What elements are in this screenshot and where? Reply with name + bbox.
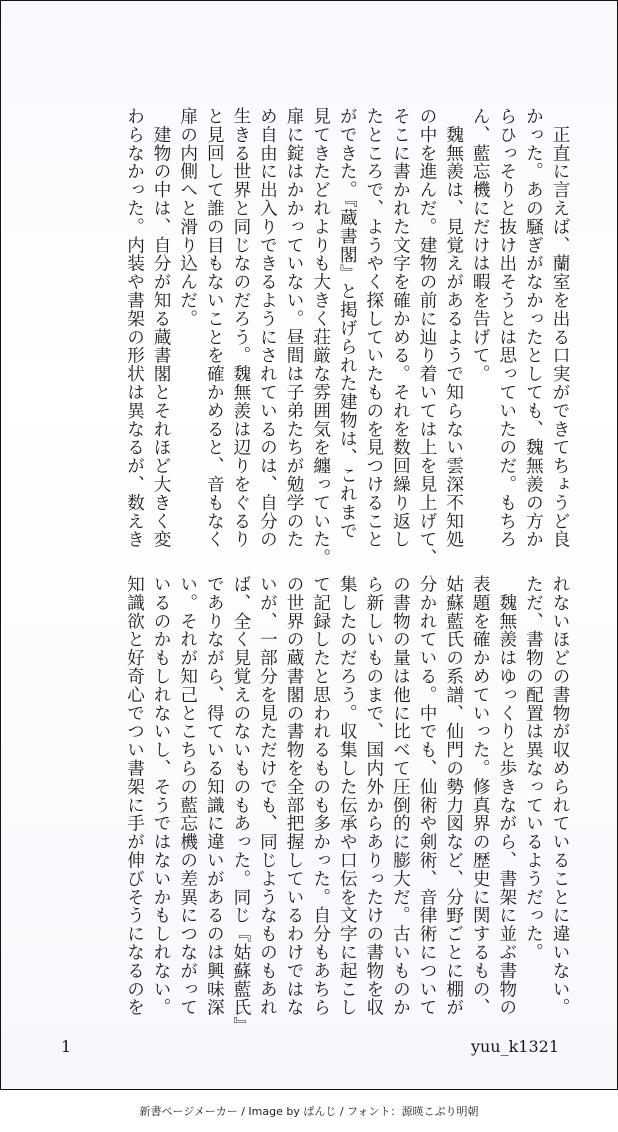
- text-line: ん、藍忘機にだけは暇を告げて。: [470, 107, 491, 383]
- text-line: と見回して誰の目もないことを確かめると、音もなく: [204, 107, 225, 549]
- text-line: 分かれている。中でも、仙術や剣術、音律術について: [417, 575, 438, 1017]
- text-line: いが、一部分を見ただけでも、同じようなものもあれ: [257, 575, 278, 1017]
- text-line: 姑蘇藍氏の系譜、仙門の勢力図など、分野ごとに棚が: [443, 575, 464, 1017]
- author-handle: yuu_k1321: [470, 1037, 559, 1056]
- text-block-top: [121, 107, 573, 567]
- text-block-bottom: [121, 575, 573, 1035]
- text-line: め自由に出入りできるようにされているのは、自分の: [257, 107, 278, 549]
- text-line: 生きる世界と同じなのだろう。魏無羨は辺りをぐるり: [230, 107, 251, 549]
- text-line: 正直に言えば、蘭室を出る口実ができてちょうど良: [550, 107, 570, 549]
- text-line: 知識欲と好奇心でつい書架に手が伸びそうになるのを: [124, 575, 145, 1017]
- text-line: 魏無羨は、見覚えがあるようで知らない雲深不知処: [443, 107, 464, 549]
- text-line: 見てきたどれよりも大きく荘厳な雰囲気を纏っていた。: [310, 107, 331, 567]
- page-number: 1: [61, 1037, 72, 1056]
- credit-line: 新書ページメーカー / Image by ぱんじ / フォント：源暎こぶり明朝: [139, 1105, 479, 1118]
- text-line: そこに書かれた文字を確かめる。それを数回繰り返し: [390, 107, 411, 549]
- text-line: 建物の中は、自分が知る蔵書閣とそれほど大きく変: [151, 107, 172, 549]
- text-line: わらなかった。内装や書架の形状は異なるが、数えき: [124, 107, 145, 549]
- text-line: らひっそりと抜け出そうとは思っていたのだ。もちろ: [496, 107, 517, 549]
- text-line: の中を進んだ。建物の前に辿り着いては上を見上げて、: [417, 107, 438, 567]
- text-line: の書物の量は他に比べて圧倒的に膨大だ。古いものか: [390, 575, 411, 1017]
- text-line: かった。あの騒ぎがなかったとしても、魏無羨の方か: [523, 107, 544, 549]
- text-line: 集したのだろう。収集した伝承や口伝を文字に起こし: [337, 575, 358, 1017]
- text-line: い。それが知己とこちらの藍忘機の差異につながって: [177, 575, 198, 1017]
- text-line: いるのかもしれないし、そうではないかもしれない。: [151, 575, 172, 1017]
- text-line: 表題を確かめていった。修真界の歴史に関するもの、: [470, 575, 491, 1017]
- text-line: たところで、ようやく探していたものを見つけること: [363, 107, 384, 549]
- text-line: の世界の蔵書閣の書物を全部把握しているわけではな: [284, 575, 305, 1017]
- text-line: て記録したと思われるものも多かった。自分もあちら: [310, 575, 331, 1017]
- text-line: 魏無羨はゆっくりと歩きながら、書架に並ぶ書物の: [496, 575, 517, 1017]
- text-line: ができた。『蔵書閣』と掲げられた建物は、これまで: [337, 107, 358, 540]
- text-line: ただ、書物の配置は異なっているようだった。: [523, 575, 544, 962]
- text-line: れないほどの書物が収められていることに違いない。: [550, 575, 570, 1017]
- text-line: 扉の内側へと滑り込んだ。: [177, 107, 198, 328]
- text-line: ば、全く見覚えのないものもあった。同じ『姑蘇藍氏』: [230, 575, 251, 1035]
- text-line: でありながら、得ている知識に違いがあるのは興味深: [204, 575, 225, 1017]
- text-line: 扉に錠はかかっていない。昼間は子弟たちが勉学のた: [284, 107, 305, 549]
- text-line: ら新しいものまで、国内外からありったけの書物を収: [363, 575, 384, 1017]
